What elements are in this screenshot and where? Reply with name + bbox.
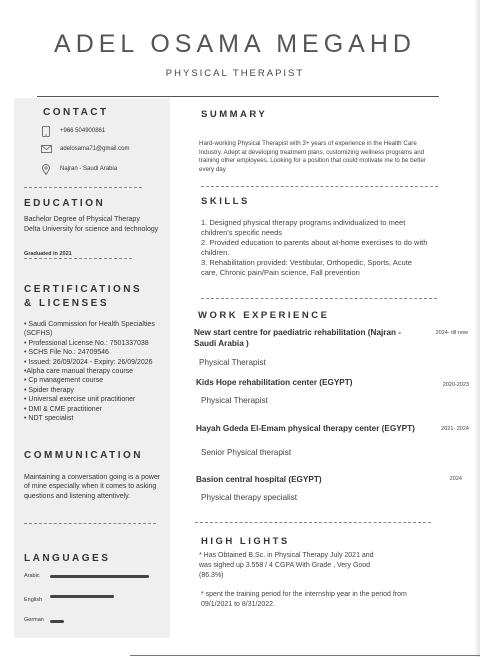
- education-graduated: Graduated in 2021: [24, 251, 72, 257]
- certification-item: • Issued: 26/09/2024 - Expiry: 26/09/2026: [24, 358, 153, 366]
- job-role-1: Physical Therapist: [199, 358, 266, 367]
- certification-item: • Professional License No.: 7501337038: [24, 339, 149, 347]
- certification-item: • Saudi Commission for Health Specialties (SCFHS): [24, 321, 155, 338]
- page-edge-shadow: [474, 0, 480, 657]
- skills-divider: [201, 298, 437, 299]
- language-bar-arabic: [50, 575, 149, 578]
- header-divider: [37, 96, 439, 97]
- summary-divider: [201, 186, 438, 187]
- language-label-arabic: Arabic: [24, 573, 40, 579]
- language-bar-english: [50, 595, 114, 598]
- skill-item: 3. Rehabilitation provided: Vestibular, Orthopedic, Sports, Acute care, Chronic pain/Pain science, Fall prevention: [201, 258, 412, 277]
- page-bottom-rule: [130, 655, 480, 656]
- contact-divider: [24, 187, 142, 188]
- skill-item: 1. Designed physical therapy programs individualized to meet children's specific needs: [201, 218, 406, 237]
- highlight-item-2: * spent the training period for the internship year in the period from 09/1/2021 to 8/31/2022.: [201, 591, 407, 608]
- job-role-3: Senior Physical therapist: [201, 448, 292, 457]
- summary-text: Hard-working Physical Therapist with 3+ years of experience in the Health Care Industry. Adept at developing treatment plans, customizing wellness programs and training other employees. Looking for a position that could motivate me to be better every day: [199, 140, 427, 173]
- certifications-list: [24, 320, 174, 423]
- skill-item: 2. Provided education to parents about at-home exercises to do with children.: [201, 238, 428, 257]
- certification-item: • Cp management course: [24, 377, 104, 385]
- language-bar-german: [50, 620, 64, 623]
- job-place-4: Basion central hospital (EGYPT): [196, 475, 322, 484]
- certification-item: • NDT specialist: [24, 415, 74, 423]
- education-divider: [24, 258, 132, 259]
- certification-item: • Universal exercise unit practitioner: [24, 396, 136, 404]
- certification-item: • SCHS File No.: 24709546: [24, 349, 109, 357]
- contact-phone-row: [40, 126, 105, 136]
- communication-divider: [24, 523, 156, 524]
- contact-phone: +966 504900861: [60, 128, 106, 134]
- resume-name: ADEL OSAMA MEGAHD: [54, 30, 416, 58]
- job-date-2: 2020-2023: [442, 382, 469, 388]
- certifications-heading-line1: CERTIFICATIONS: [24, 284, 143, 295]
- job-role-2: Physical Therapist: [201, 396, 268, 405]
- resume-title: PHYSICAL THERAPIST: [165, 68, 305, 79]
- envelope-icon: [40, 144, 52, 154]
- contact-location-row: [40, 164, 117, 174]
- contact-heading: CONTACT: [43, 107, 109, 118]
- communication-heading: COMMUNICATION: [24, 450, 143, 461]
- job-role-4: Physical therapy specialist: [201, 493, 298, 502]
- contact-email[interactable]: adelosama71@gmail.com: [60, 146, 130, 152]
- communication-text: Maintaining a conversation going is a power of mine especially when it comes to asking questions and listening attentively.: [24, 474, 161, 500]
- highlights-heading: HIGH LIGHTS: [201, 536, 290, 547]
- certification-item: • DMI & CME practitioner: [24, 405, 102, 413]
- certification-item: •Alpha care manual therapy course: [24, 368, 134, 376]
- work-experience-heading: WORK EXPERIENCE: [198, 310, 330, 321]
- education-degree: Bachelor Degree of Physical Therapy: [24, 216, 140, 223]
- job-place-3: Hayah Gdeda El-Emam physical therapy center (EGYPT): [196, 424, 415, 433]
- skills-list: [201, 218, 429, 278]
- experience-divider: [195, 522, 431, 523]
- contact-email-row: [40, 144, 129, 154]
- job-date-3: 2021- 2024: [441, 426, 469, 432]
- certifications-heading-line2: & LICENSES: [24, 298, 110, 309]
- job-date-4: 2024: [449, 476, 462, 482]
- phone-icon: [40, 126, 52, 136]
- language-label-english: English: [24, 597, 43, 603]
- education-university: Delta University for science and technology: [24, 226, 159, 233]
- job-date-1: 2024- till now: [435, 330, 468, 336]
- job-place-1: New start centre for paediatric rehabilitation (Najran - Saudi Arabia ): [194, 328, 402, 348]
- highlight-item-1: * Has Obtained B.Sc. in Physical Therapy July 2021 and was sighed up 3.558 / 4 CGPA With Grade , Very Good (86.3%): [199, 552, 374, 579]
- education-heading: EDUCATION: [24, 198, 106, 209]
- map-pin-icon: [40, 164, 52, 174]
- contact-location: Najran - Saudi Arabia: [60, 166, 118, 172]
- languages-heading: LANGUAGES: [24, 553, 111, 564]
- language-label-german: German: [24, 617, 44, 623]
- skills-heading: SKILLS: [201, 196, 250, 207]
- summary-heading: SUMMARY: [201, 109, 268, 120]
- job-place-2: Kids Hope rehabilitation center (EGYPT): [196, 378, 353, 387]
- certification-item: • Spider therapy: [24, 386, 74, 394]
